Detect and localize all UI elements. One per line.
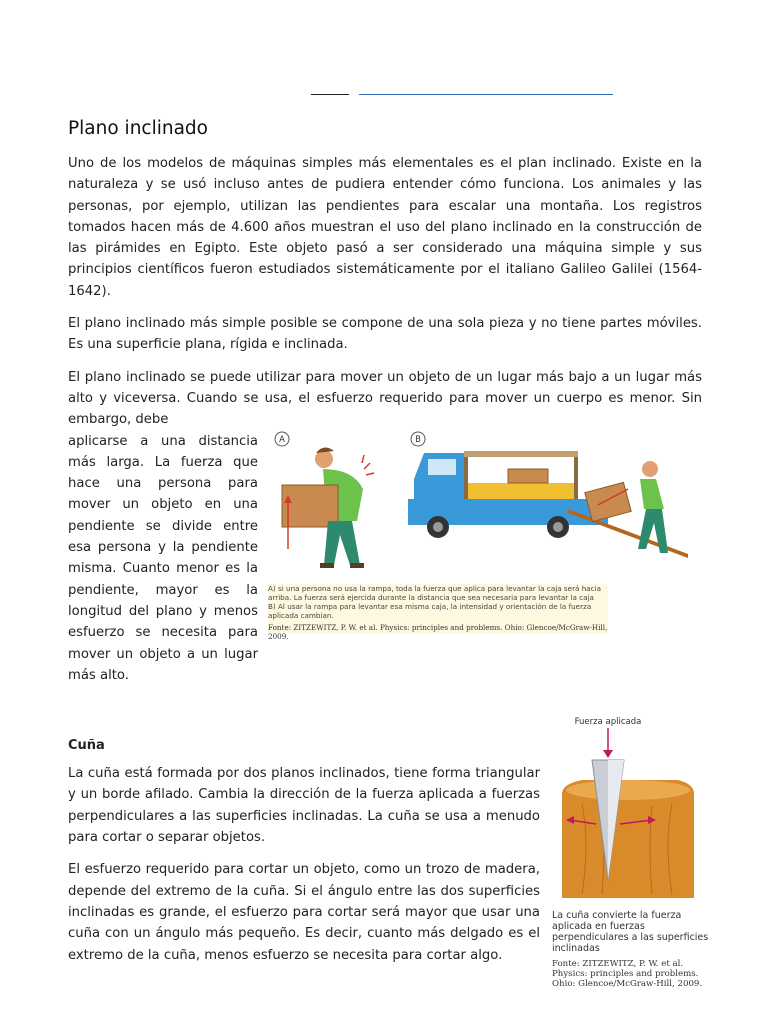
inclined-plane-section bbox=[68, 431, 702, 687]
ramp-illustration-svg bbox=[268, 429, 708, 584]
truck-icon bbox=[408, 451, 608, 538]
wood-top bbox=[566, 780, 690, 800]
page-title: Plano inclinado bbox=[68, 118, 208, 139]
caption-b: B) Al usar la rampa para levantar esa misma caja, la intensidad y orientación de la fuerza aplicada cambian. bbox=[268, 601, 592, 620]
header-line-short bbox=[311, 94, 349, 95]
caption-a: A) si una persona no usa la rampa, toda la fuerza que aplica para levantar la caja será hacia arriba. La fuerza será ejercida durante la distancia que sea necesaria para levantar la caja bbox=[268, 583, 602, 602]
wedge-force-label: Fuerza aplicada bbox=[574, 717, 642, 728]
figure-source: Fonte: ZITZEWITZ, P. W. et al. Physics: principles and problems. Ohio: Glencoe/McGraw-Hill, 2009. bbox=[268, 622, 608, 641]
ramp-plank bbox=[568, 509, 688, 558]
wedge-caption: La cuña convierte la fuerza aplicada en fuerzas perpendiculares a las superficies inclinadas bbox=[552, 910, 709, 955]
figure-caption-box bbox=[268, 583, 608, 641]
label-a: A bbox=[279, 434, 285, 445]
header-lines bbox=[0, 88, 768, 98]
paragraph-force-distance: aplicarse a una distancia más larga. La fuerza que hace una persona para mover un objeto en una pendiente se divide entre esa persona y la pendiente misma. Cuanto menor es la pendiente, mayor es la longitud del plano y menos esfuerzo se necesita para mover un objeto a un lugar más alto. bbox=[68, 433, 258, 683]
wedge-heading: Cuña bbox=[68, 738, 105, 754]
paragraph-intro: Uno de los modelos de máquinas simples más elementales es el plan inclinado. Existe en la naturaleza y se usó incluso antes de pudiera entender cómo funciona. Los animales y las personas, por ejemplo, utilizan las pendientes para escalar una montaña. Los registros tomados hacen más de 4.600 años muestran el uso del plano inclinado en la construcción de las pirámides en Egipto. Este objeto pasó a ser considerado una máquina simple y sus principios científicos fueron estudiados sistemáticamente por el italiano Galileo Galilei (1564-1642). bbox=[68, 156, 702, 299]
force-arrow-head bbox=[603, 750, 613, 758]
wedge-section bbox=[68, 717, 709, 990]
header-link-line[interactable] bbox=[359, 94, 613, 95]
paragraph-simple-plane: El plano inclinado más simple posible se compone de una sola pieza y no tiene partes móviles. Es una superficie plana, rígida e inclinada. bbox=[68, 316, 702, 353]
wedge-illustration-svg bbox=[552, 714, 712, 902]
wedge-text-column bbox=[68, 763, 540, 966]
figure-ramp-illustration bbox=[268, 429, 708, 651]
person-lifting-icon bbox=[282, 447, 374, 568]
paragraph-usage: El plano inclinado se puede utilizar para mover un objeto de un lugar más bajo a un lugar más alto y viceversa. Cuando se usa, el esfuerzo requerido para mover un cuerpo es menor. Sin embargo, debe bbox=[68, 369, 702, 428]
person-pushing-icon bbox=[585, 461, 668, 553]
document-body bbox=[68, 118, 709, 990]
label-b: B bbox=[415, 434, 421, 445]
wedge-paragraph-effort: El esfuerzo requerido para cortar un objeto, como un trozo de madera, depende del extremo de la cuña. Si el ángulo entre las dos superficies inclinadas es grande, el esfuerzo para cortar será mayor que usar una cuña con un ángulo más pequeño. Es decir, cuanto más delgado es el extremo de la cuña, menos esfuerzo se necesita para cortar algo. bbox=[68, 862, 540, 963]
wedge-figure bbox=[552, 714, 712, 1024]
wedge-source: Fonte: ZITZEWITZ, P. W. et al. Physics: principles and problems. Ohio: Glencoe/McGraw-Hill, 2009. bbox=[552, 959, 703, 990]
wedge-paragraph-definition: La cuña está formada por dos planos inclinados, tiene forma triangular y un borde afilado. Cambia la dirección de la fuerza aplicada a fuerzas perpendiculares a las superficies inclinadas. La cuña se usa a menudo para cortar o separar objetos. bbox=[68, 766, 540, 846]
